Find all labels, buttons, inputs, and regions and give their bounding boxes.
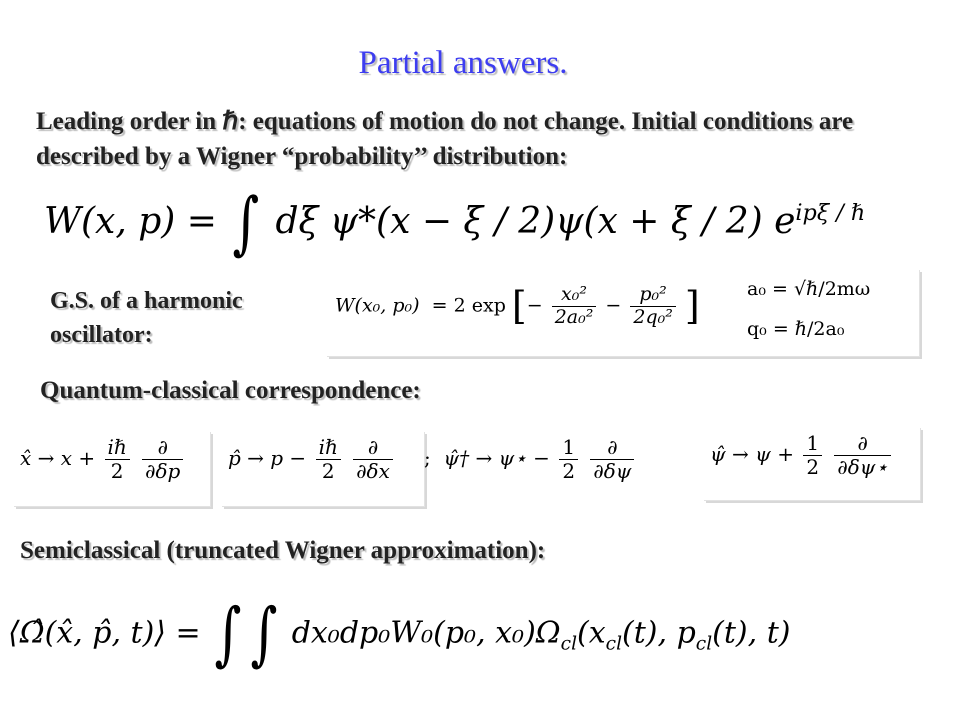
psi-dagger-correspondence: ; ψ̂† → ψ⋆ − $\frac{1}{2}$ $\frac{\partial}{\partial\delta\psi}$ (424, 436, 637, 483)
twa-body: dx₀dp₀W₀(p₀, x₀)Ω (291, 615, 561, 651)
gs-mid: = 2 exp (431, 294, 506, 317)
hbar-symbol: ℏ (222, 108, 239, 135)
integral-sign-1: ∫ (214, 594, 242, 674)
wigner-body: dξ ψ*(x − ξ / 2)ψ(x + ξ / 2) e (275, 201, 796, 243)
intro-after: : equations of motion do not change. Initial conditions are described by a Wigner “probability’’ distribution: (36, 108, 854, 170)
gs-label-line1: G.S. of a harmonic (50, 288, 243, 314)
integral-sign-2: ∫ (250, 594, 278, 674)
gs-a0: a₀ = √ℏ/2mω (747, 278, 871, 300)
gs-x-fraction: $\frac{\text{x₀²}}{\text{2a₀²}}$ (552, 284, 597, 329)
right-bracket: ] (684, 284, 700, 329)
x-correspondence: x̂ → x + $\frac{\text{iℏ}}{2}$ $\frac{\partial}{\partial\delta p}$ (20, 436, 186, 483)
gs-q0: q₀ = ℏ/2a₀ (747, 318, 845, 340)
wigner-equation (44, 184, 866, 263)
semi-label: Semiclassical (truncated Wigner approximation): (20, 537, 546, 564)
gs-label-line2: oscillator: (50, 322, 153, 348)
integral-sign: ∫ (232, 184, 260, 263)
twa-equation: ⟨Ω̂(x̂, p̂, t)⟩ = ∫ ∫ dx₀dp₀W₀(p₀, $x_0)\Omega_{cl}(x_{cl}(t)$, $p_{cl}(t)$, t) (8, 594, 791, 674)
p-correspondence-card (222, 432, 425, 507)
twa-lhs: ⟨Ω̂(x̂, p̂, t)⟩ = (8, 615, 201, 651)
intro-before: Leading order in (36, 108, 217, 135)
gs-equation-card (327, 270, 920, 357)
intro-text (36, 104, 916, 174)
psi-correspondence-card (704, 428, 921, 501)
gs-label (50, 284, 243, 352)
gs-p-fraction: $\frac{\text{p₀²}}{\text{2q₀²}}$ (630, 284, 675, 329)
gs-equation: W(x₀, p₀) = 2 exp [− $\frac{\text{x₀²}}{\text{2a₀²}}$ − $\frac{\text{p₀²}}{\text{2q₀²}}$ ] (335, 283, 700, 329)
gs-lhs: W(x₀, p₀) (335, 294, 420, 317)
wigner-lhs: W(x, p) = (44, 201, 217, 243)
x-correspondence-card (14, 432, 211, 507)
slide-title: Partial answers. (358, 45, 568, 81)
p-correspondence: p̂ → p − $\frac{\text{iℏ}}{2}$ $\frac{\partial}{\partial\delta x}$ (228, 436, 396, 483)
left-bracket: [ (511, 284, 527, 329)
qc-label: Quantum-classical correspondence: (40, 377, 421, 404)
psi-correspondence: ψ̂ → ψ + $\frac{1}{2}$ $\frac{\partial}{\partial\delta\psi⋆}$ (710, 432, 894, 479)
wigner-exponent: ipξ / ℏ (795, 200, 866, 227)
